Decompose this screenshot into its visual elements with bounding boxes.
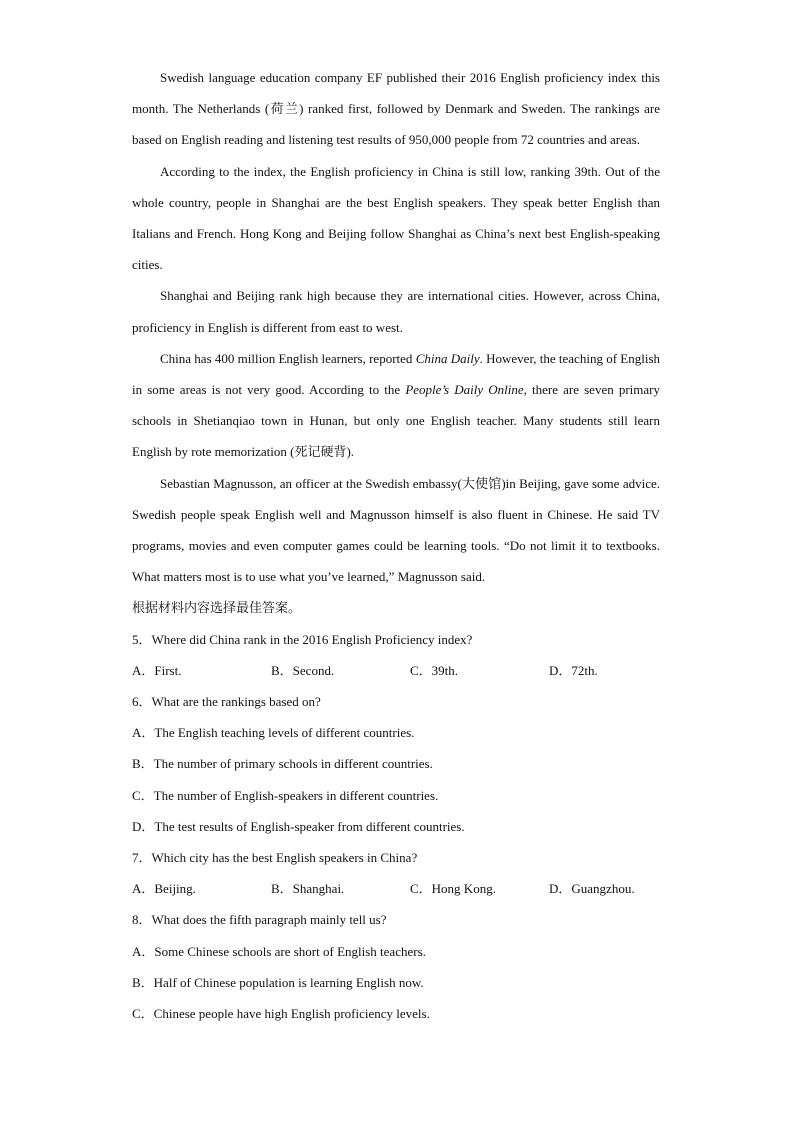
- question-8-option-b[interactable]: B．Half of Chinese population is learning English now.: [132, 974, 424, 990]
- passage-paragraph-3: Shanghai and Beijing rank high because they are international cities. However, across China, proficiency in English is different from east to west.: [132, 288, 660, 335]
- question-8-option-a[interactable]: A．Some Chinese schools are short of English teachers.: [132, 943, 426, 959]
- p4-text-a: China has 400 million English learners, reported: [160, 350, 416, 366]
- passage-paragraph-1: Swedish language education company EF published their 2016 English proficiency index this month. The Netherlands (荷兰) ranked first, followed by Denmark and Sweden. The rankings are based on English reading and listening test results of 950,000 people from 72 countries and areas.: [132, 70, 660, 148]
- question-5-option-a[interactable]: A．First.: [132, 662, 182, 678]
- passage-paragraph-2: According to the index, the English proficiency in China is still low, ranking 39th. Out of the whole country, people in Shanghai are the best English speakers. They speak better English than Italians and French. Hong Kong and Beijing follow Shanghai as China’s next best English-speaking cities.: [132, 163, 660, 273]
- p4-text-e: , there are seven primary schools in Shetianqiao town in Hunan, but only one English teacher. Many students still learn English by rote memorization (死记硬背).: [132, 382, 660, 460]
- document-page: [132, 62, 660, 1029]
- question-7-option-b[interactable]: B．Shanghai.: [271, 881, 345, 897]
- p4-text-c: . However, the teaching of English in some areas is not very good. According to the: [132, 350, 661, 398]
- question-7-stem: 7．Which city has the best English speakers in China?: [132, 850, 418, 866]
- question-5-option-c[interactable]: C．39th.: [410, 662, 459, 678]
- question-6-stem: 6．What are the rankings based on?: [132, 694, 321, 710]
- question-8-stem: 8．What does the fifth paragraph mainly tell us?: [132, 912, 387, 928]
- p4-source-china-daily: China Daily: [415, 350, 480, 366]
- question-5-stem: 5．Where did China rank in the 2016 English Proficiency index?: [132, 631, 473, 647]
- instruction: 根据材料内容选择最佳答案。: [132, 600, 302, 616]
- question-5-option-b[interactable]: B．Second.: [271, 662, 335, 678]
- question-7-options: [132, 873, 660, 904]
- p4-source-peoples-daily: People’s Daily Online: [405, 382, 524, 398]
- question-6-option-a[interactable]: A．The English teaching levels of different countries.: [132, 725, 415, 741]
- question-7-option-c[interactable]: C．Hong Kong.: [410, 881, 496, 897]
- question-6-option-d[interactable]: D．The test results of English-speaker from different countries.: [132, 818, 465, 834]
- question-5-option-d[interactable]: D．72th.: [549, 662, 598, 678]
- question-5-options: [132, 655, 660, 686]
- passage-paragraph-5: Sebastian Magnusson, an officer at the Swedish embassy(大使馆)in Beijing, gave some advice. Swedish people speak English well and Magnusson himself is also fluent in Chinese. He said TV programs, movies and even computer games could be learning tools. “Do not limit it to textbooks. What matters most is to use what you’ve learned,” Magnusson said.: [132, 475, 660, 585]
- question-8-option-c[interactable]: C．Chinese people have high English proficiency levels.: [132, 1006, 430, 1022]
- question-7-option-d[interactable]: D．Guangzhou.: [549, 881, 635, 897]
- passage-paragraph-4: [132, 343, 660, 468]
- question-6-option-c[interactable]: C．The number of English-speakers in different countries.: [132, 787, 439, 803]
- question-6-option-b[interactable]: B．The number of primary schools in different countries.: [132, 756, 433, 772]
- question-7-option-a[interactable]: A．Beijing.: [132, 881, 196, 897]
